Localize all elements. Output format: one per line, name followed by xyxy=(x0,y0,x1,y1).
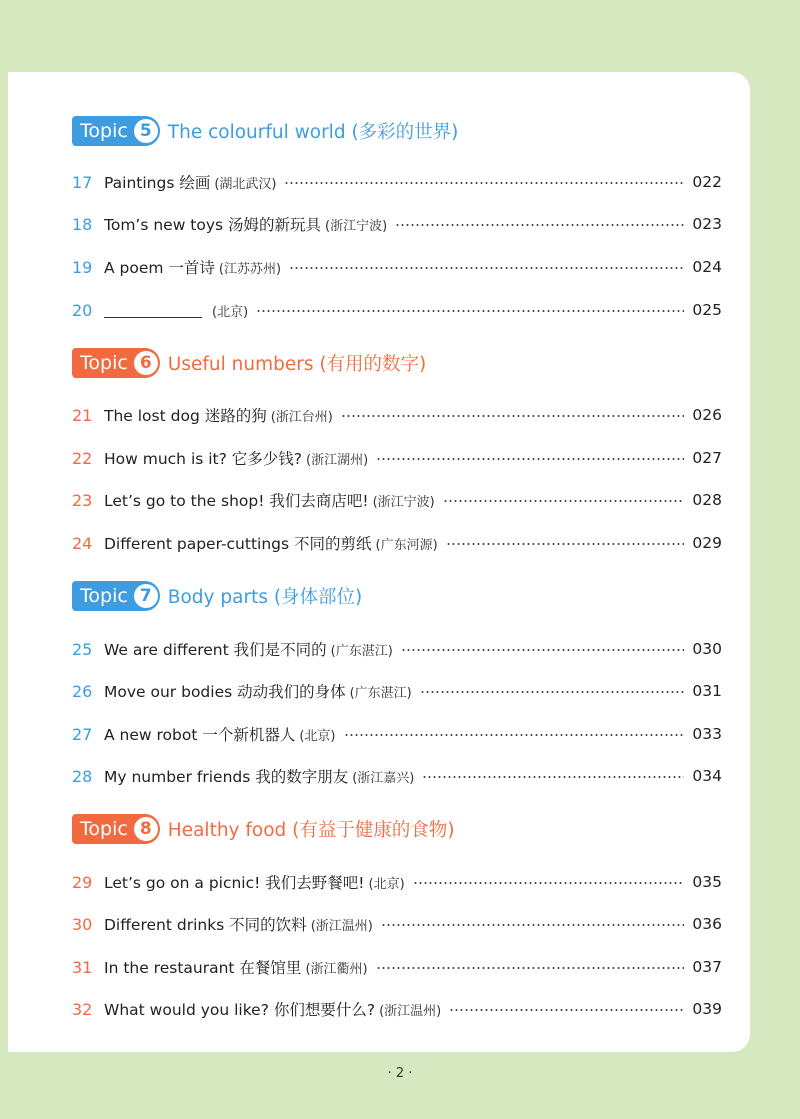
lesson-page: 027 xyxy=(692,449,722,467)
page-number: · 2 · xyxy=(387,1066,413,1081)
blank-title-line xyxy=(104,303,202,318)
leader-dots xyxy=(413,882,685,884)
lesson-title: How much is it? 它多少钱? xyxy=(104,450,303,468)
lesson-number: 20 xyxy=(72,300,93,320)
topic-section-8 xyxy=(72,812,732,1019)
lesson-number: 17 xyxy=(72,172,93,192)
lesson-title: What would you like? 你们想要什么? xyxy=(104,1001,376,1019)
leader-dots xyxy=(284,182,684,184)
lesson-place: (广东湛江) xyxy=(349,685,412,701)
lesson-row[interactable] xyxy=(72,255,722,279)
lesson-place: (广东湛江) xyxy=(330,643,393,659)
lesson-place: (浙江嘉兴) xyxy=(352,770,415,786)
lesson-row[interactable] xyxy=(72,488,722,512)
topic-number: 5 xyxy=(134,119,158,143)
lesson-number: 24 xyxy=(72,533,93,553)
lesson-number: 29 xyxy=(72,872,93,892)
lesson-row[interactable] xyxy=(72,531,722,555)
lesson-row[interactable] xyxy=(72,170,722,194)
lesson-title: In the restaurant 在餐馆里 xyxy=(104,959,302,977)
leader-dots xyxy=(449,1009,684,1011)
topic-title: Healthy food (有益于健康的食物) xyxy=(167,820,455,841)
topic-label: Topic xyxy=(80,585,128,607)
lesson-place: (湖北武汉) xyxy=(214,176,277,192)
lesson-number: 28 xyxy=(72,766,93,786)
topic-label: Topic xyxy=(80,352,128,374)
lesson-row[interactable] xyxy=(72,403,722,427)
lesson-number: 26 xyxy=(72,681,93,701)
lesson-place: (浙江温州) xyxy=(379,1003,442,1019)
lesson-title: A poem 一首诗 xyxy=(104,259,215,277)
leader-dots xyxy=(420,691,685,693)
lesson-page: 028 xyxy=(692,491,722,509)
lesson-page: 030 xyxy=(692,640,722,658)
leader-dots xyxy=(341,415,685,417)
leader-dots xyxy=(381,924,685,926)
topic-badge xyxy=(72,348,160,378)
topic-section-5 xyxy=(72,114,732,320)
lesson-title: We are different 我们是不同的 xyxy=(104,641,327,659)
lesson-row[interactable] xyxy=(72,722,722,746)
lesson-place: (北京) xyxy=(212,304,249,320)
lesson-row[interactable] xyxy=(72,446,722,470)
lesson-place: (浙江温州) xyxy=(310,918,373,934)
lesson-place: (浙江衢州) xyxy=(305,961,368,977)
leader-dots xyxy=(446,543,685,545)
topic-badge xyxy=(72,814,160,844)
topic-badge xyxy=(72,116,160,146)
lesson-place: (浙江湖州) xyxy=(306,452,369,468)
lesson-row[interactable] xyxy=(72,212,722,236)
lesson-page: 026 xyxy=(692,406,722,424)
topic-title: Useful numbers (有用的数字) xyxy=(167,354,427,375)
topic-header xyxy=(72,812,732,846)
lesson-place: (江苏苏州) xyxy=(218,261,282,277)
lesson-page: 036 xyxy=(692,915,722,933)
lesson-title: Tom’s new toys 汤姆的新玩具 xyxy=(104,216,322,234)
lesson-page: 037 xyxy=(692,958,722,976)
lesson-title: Different drinks 不同的饮料 xyxy=(104,916,307,934)
lesson-row[interactable] xyxy=(72,870,722,894)
lesson-place: (浙江宁波) xyxy=(325,218,388,234)
leader-dots xyxy=(289,267,684,269)
lesson-number: 25 xyxy=(72,639,93,659)
lesson-place: (广东河源) xyxy=(375,537,438,553)
lesson-page: 031 xyxy=(692,682,722,700)
lesson-number: 27 xyxy=(72,724,93,744)
lesson-number: 19 xyxy=(72,257,93,277)
lesson-place: (浙江台州) xyxy=(270,409,333,425)
lesson-number: 31 xyxy=(72,957,93,977)
lesson-page: 033 xyxy=(692,725,722,743)
lesson-title: A new robot 一个新机器人 xyxy=(104,726,296,744)
lesson-number: 21 xyxy=(72,405,93,425)
lesson-title: Let’s go to the shop! 我们去商店吧! xyxy=(104,492,369,510)
leader-dots xyxy=(422,776,684,778)
topic-number: 8 xyxy=(134,817,158,841)
topic-number: 7 xyxy=(134,584,158,608)
leader-dots xyxy=(395,224,684,226)
topic-header xyxy=(72,579,732,613)
lesson-title: Move our bodies 动动我们的身体 xyxy=(104,683,346,701)
lesson-row[interactable] xyxy=(72,912,722,936)
lesson-number: 23 xyxy=(72,490,93,510)
lesson-number: 18 xyxy=(72,214,93,234)
topic-label: Topic xyxy=(80,818,128,840)
lesson-place: (北京) xyxy=(368,876,405,892)
lesson-row[interactable] xyxy=(72,955,722,979)
lesson-page: 024 xyxy=(692,258,722,276)
leader-dots xyxy=(376,458,684,460)
leader-dots xyxy=(256,310,684,312)
topic-badge xyxy=(72,581,160,611)
topic-section-7 xyxy=(72,579,732,786)
topic-label: Topic xyxy=(80,120,128,142)
lesson-place: (浙江宁波) xyxy=(372,494,435,510)
lesson-number: 30 xyxy=(72,914,93,934)
lesson-row[interactable] xyxy=(72,997,722,1021)
topic-section-6 xyxy=(72,346,732,553)
topic-header xyxy=(72,346,732,380)
lesson-page: 034 xyxy=(692,767,722,785)
lesson-number: 22 xyxy=(72,448,93,468)
lesson-place: (北京) xyxy=(299,728,336,744)
topic-title: Body parts (身体部位) xyxy=(167,587,363,608)
lesson-row[interactable] xyxy=(72,764,722,788)
lesson-row[interactable] xyxy=(72,637,722,661)
lesson-page: 025 xyxy=(692,301,722,319)
lesson-number: 32 xyxy=(72,999,93,1019)
lesson-title: Paintings 绘画 xyxy=(104,174,211,192)
lesson-page: 022 xyxy=(692,173,722,191)
lesson-page: 035 xyxy=(692,873,722,891)
topic-title: The colourful world (多彩的世界) xyxy=(167,122,459,143)
topic-number: 6 xyxy=(134,351,158,375)
lesson-page: 039 xyxy=(692,1000,722,1018)
leader-dots xyxy=(401,649,685,651)
lesson-title: Different paper-cuttings 不同的剪纸 xyxy=(104,535,372,553)
lesson-row[interactable] xyxy=(72,679,722,703)
leader-dots xyxy=(443,500,685,502)
lesson-page: 029 xyxy=(692,534,722,552)
lesson-title: My number friends 我的数字朋友 xyxy=(104,768,349,786)
lesson-title: The lost dog 迷路的狗 xyxy=(104,407,267,425)
leader-dots xyxy=(376,967,685,969)
lesson-row[interactable] xyxy=(72,298,722,322)
topic-header xyxy=(72,114,732,148)
lesson-page: 023 xyxy=(692,215,722,233)
leader-dots xyxy=(344,734,685,736)
lesson-title: Let’s go on a picnic! 我们去野餐吧! xyxy=(104,874,365,892)
